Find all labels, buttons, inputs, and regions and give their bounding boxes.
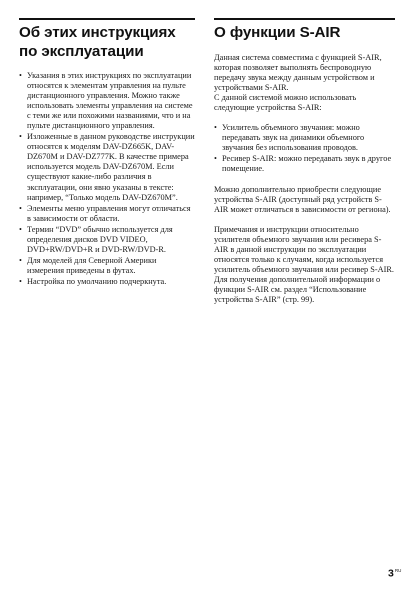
bullet-icon: • (214, 122, 217, 132)
s-air-section (214, 18, 395, 306)
instructions-section (19, 18, 195, 288)
page-number: $3^{RU}$ (388, 567, 402, 580)
s-air-device-list (214, 123, 395, 174)
list-item: • Элементы меню управления могут отличаться в зависимости от области. (19, 203, 191, 223)
list-item: • Ресивер S-AIR: можно передавать звук в другое помещение. (214, 153, 392, 173)
s-air-intro-devices: С данной системой можно использовать следующие устройства S-AIR: (214, 92, 357, 112)
list-item: • Термин “DVD” обычно используется для определения дисков DVD VIDEO, DVD+RW/DVD+R и DVD-RW/DVD-R. (19, 224, 173, 254)
list-item: • Усилитель объемного звучания: можно передавать звук на динамики объемного звучания без использования проводов. (214, 122, 365, 152)
section-rule (19, 18, 195, 20)
bullet-icon: • (19, 255, 22, 265)
list-item: • Настройка по умолчанию подчеркнута. (19, 276, 167, 286)
list-item: • Для моделей для Северной Америки измерения приведены в футах. (19, 255, 157, 275)
bullet-icon: • (19, 203, 22, 213)
s-air-intro: Данная система совместима с функцией S-AIR, которая позволяет выполнять беспроводную передачу звука между данным устройством и устройствами S-AIR. (214, 52, 382, 92)
page-language-suffix: RU (394, 568, 402, 573)
instructions-list (19, 71, 195, 287)
list-item: • Указания в этих инструкциях по эксплуатации относятся к элементам управления на пульте дистанционного управления. Можно также использовать элементы управления на системе с теми же или похожими названиями, что и на пульте дистанционного управления. (19, 71, 193, 131)
s-air-usage-note: Примечания и инструкции относительно усилителя объемного звучания или ресивера S-AIR в данной инструкции по эксплуатации относятся только к случаям, когда используется усилитель объемного звучания или ресивер S-AIR. Для получения дополнительной информации о функции S-AIR см. раздел “Использование устройства S-AIR” (стр. 99). (214, 225, 395, 305)
list-item: • Изложенные в данном руководстве инструкции относятся к моделям DAV-DZ665K, DAV-DZ670M и DAV-DZ777K. В качестве примера используется модель DAV-DZ670M. Если существуют какие-либо различия в эксплуатации, они явно указаны в тексте: например, “Только модель DAV-DZ670M”. (19, 132, 195, 202)
section-rule (214, 18, 395, 20)
bullet-icon: • (19, 71, 22, 80)
bullet-icon: • (214, 153, 217, 163)
bullet-icon: • (19, 224, 22, 234)
bullet-icon: • (19, 132, 22, 142)
s-air-purchase-note: Можно дополнительно приобрести следующие устройства S-AIR (доступный ряд устройств S-AIR может отличаться в зависимости от региона). (214, 185, 391, 215)
bullet-icon: • (19, 276, 22, 286)
section-title-s-air: О функции S-AIR (214, 24, 341, 41)
section-title-instructions: Об этих инструкциях по эксплуатации (19, 24, 176, 60)
